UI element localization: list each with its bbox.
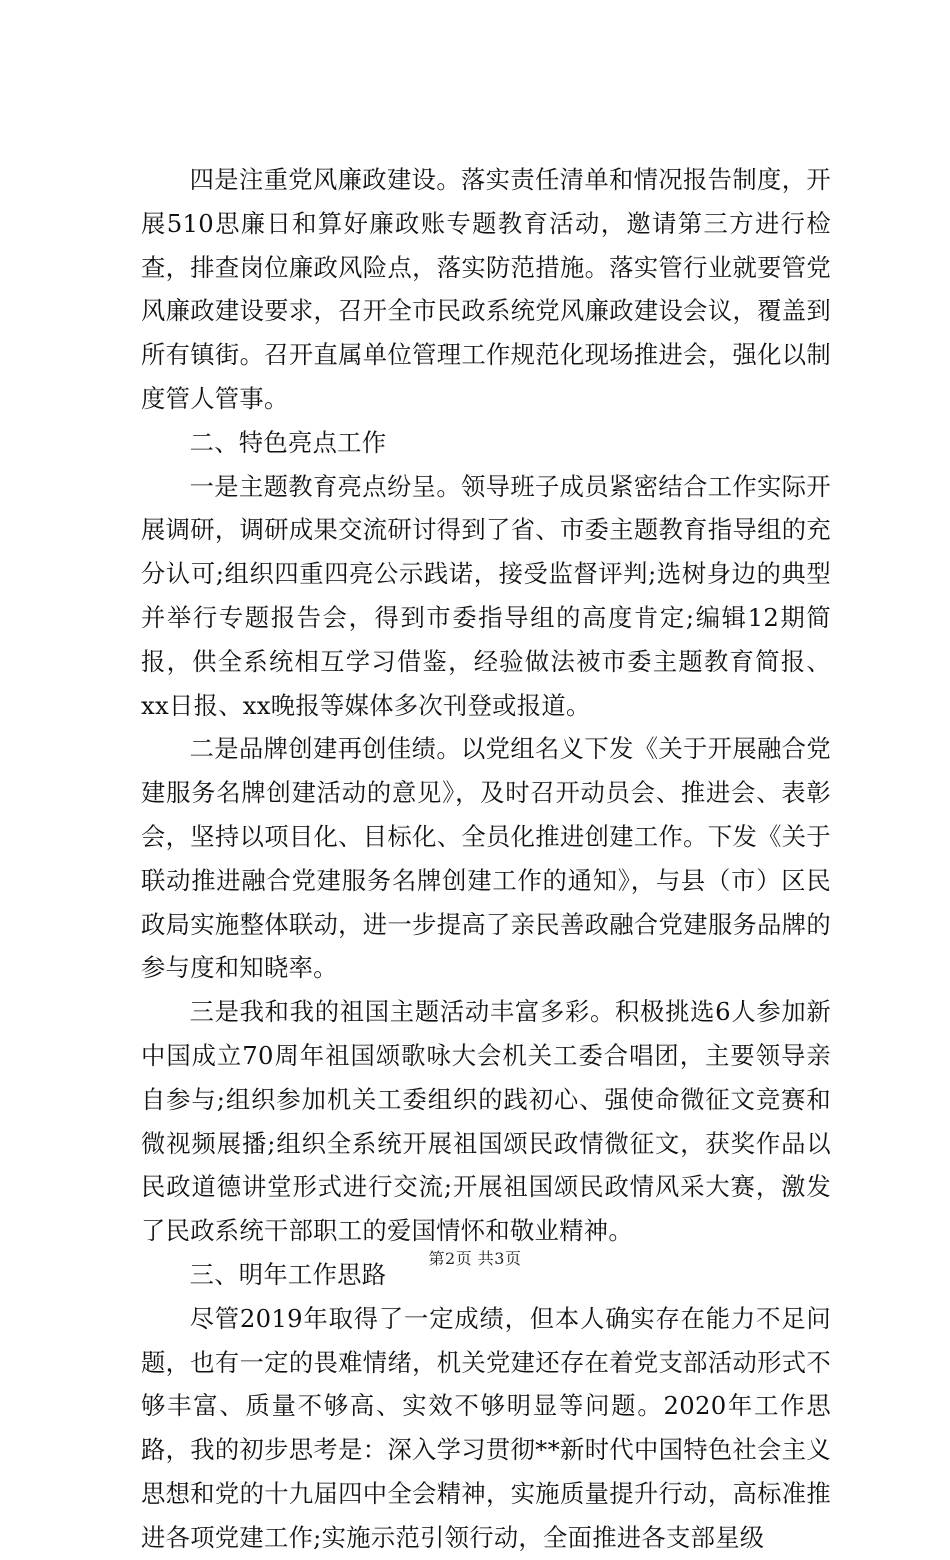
section-heading-highlights: 二、特色亮点工作	[189, 427, 387, 457]
document-body	[141, 158, 831, 1560]
paragraph-motherland-activity: 三是我和我的祖国主题活动丰富多彩。积极挑选6人参加新中国成立70周年祖国颂歌咏大会机关工委合唱团，主要领导亲自参与;组织参加机关工委组织的践初心、强使命微征文竞赛和微视频展播;组织全系统开展祖国颂民政情微征文，获奖作品以民政道德讲堂形式进行交流;开展祖国颂民政情风采大赛，激发了民政系统干部职工的爱国情怀和敬业精神。	[141, 997, 831, 1246]
section-heading-next-year: 三、明年工作思路	[189, 1259, 387, 1289]
paragraph-brand-building: 二是品牌创建再创佳绩。以党组名义下发《关于开展融合党建服务名牌创建活动的意见》，及时召开动员会、推进会、表彰会，坚持以项目化、目标化、全员化推进创建工作。下发《关于联动推进融合党建服务名牌创建工作的通知》，与县（市）区民政局实施整体联动，进一步提高了亲民善政融合党建服务品牌的参与度和知晓率。	[141, 734, 831, 983]
page-number-footer: 第2页 共3页	[428, 1249, 522, 1268]
paragraph-work-plan: 尽管2019年取得了一定成绩，但本人确实存在能力不足问题，也有一定的畏难情绪，机关党建还存在着党支部活动形式不够丰富、质量不够高、实效不够明显等问题。2020年工作思路，我的初步思考是：深入学习贯彻**新时代中国特色社会主义思想和党的十九届四中全会精神，实施质量提升行动，高标准推进各项党建工作;实施示范引领行动，全面推进各支部星级	[141, 1303, 831, 1552]
paragraph-theme-education: 一是主题教育亮点纷呈。领导班子成员紧密结合工作实际开展调研，调研成果交流研讨得到了省、市委主题教育指导组的充分认可;组织四重四亮公示践诺，接受监督评判;选树身边的典型并举行专题报告会，得到市委指导组的高度肯定;编辑12期简报，供全系统相互学习借鉴，经验做法被市委主题教育简报、xx日报、xx晚报等媒体多次刊登或报道。	[141, 471, 831, 720]
paragraph-discipline: 四是注重党风廉政建设。落实责任清单和情况报告制度，开展510思廉日和算好廉政账专题教育活动，邀请第三方进行检查，排查岗位廉政风险点，落实防范措施。落实管行业就要管党风廉政建设要求，召开全市民政系统党风廉政建设会议，覆盖到所有镇街。召开直属单位管理工作规范化现场推进会，强化以制度管人管事。	[141, 165, 831, 413]
